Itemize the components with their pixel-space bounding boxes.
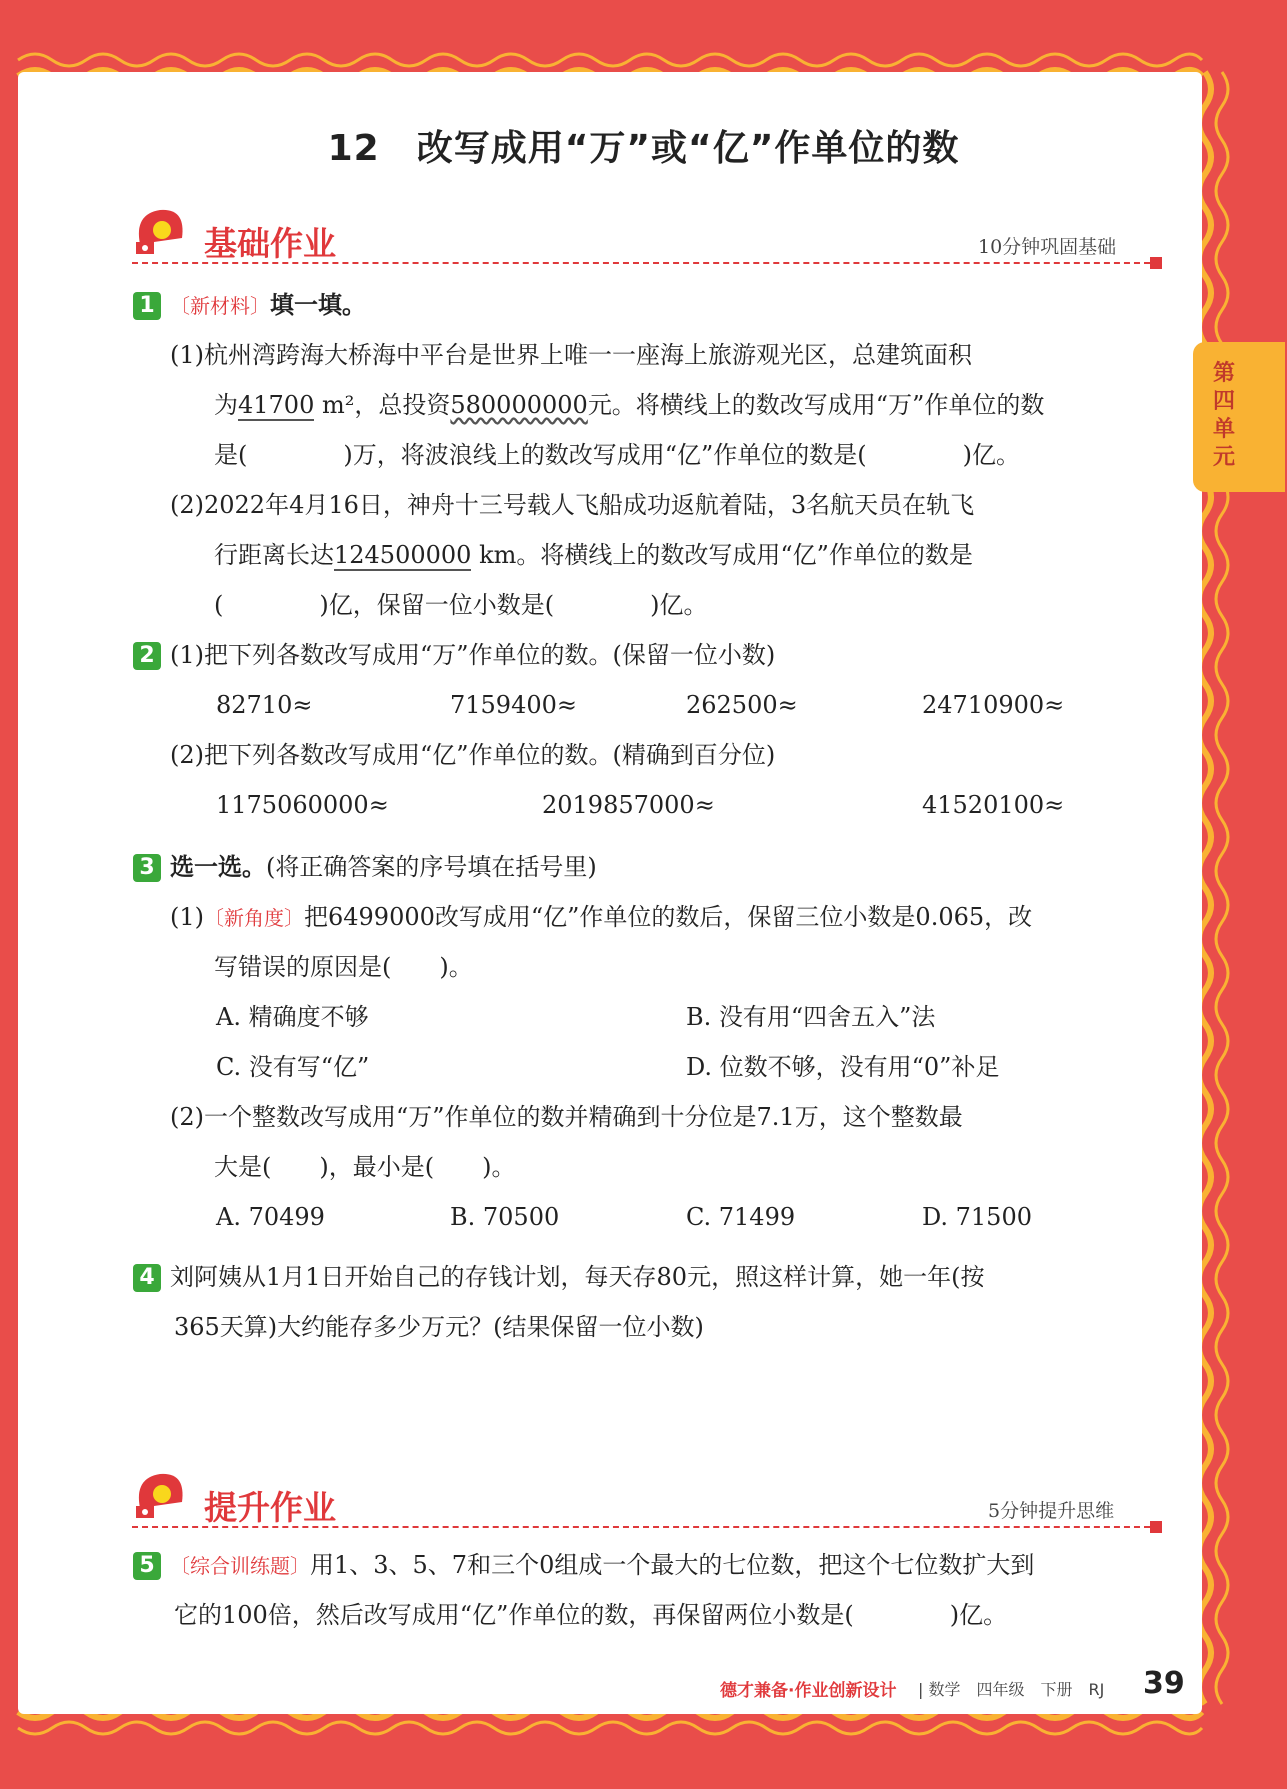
q3-option: A. 精确度不够 bbox=[216, 1003, 369, 1031]
q2-item: 1175060000≈ bbox=[216, 791, 389, 819]
q3-option: B. 没有用“四舍五入”法 bbox=[686, 1003, 936, 1031]
q5-line2: 它的100倍，然后改写成用“亿”作单位的数，再保留两位小数是( )亿。 bbox=[174, 1601, 1008, 1629]
q1-header bbox=[170, 290, 366, 321]
q3-option: B. 70500 bbox=[450, 1203, 560, 1231]
q2-p2: (2)把下列各数改写成用“亿”作单位的数。(精确到百分位) bbox=[170, 741, 776, 769]
q2-item: 262500≈ bbox=[686, 691, 798, 719]
q3-p1-line1 bbox=[170, 902, 1032, 933]
divider-end-marker bbox=[1150, 1521, 1162, 1533]
q1-prompt: 填一填。 bbox=[270, 291, 366, 319]
q2-item: 41520100≈ bbox=[922, 791, 1065, 819]
q1-p2-line3: ( )亿，保留一位小数是( )亿。 bbox=[214, 591, 708, 619]
page-title: 12 改写成用“万”或“亿”作单位的数 bbox=[327, 128, 960, 169]
q1-p1-line3: 是( )万，将波浪线上的数改写成用“亿”作单位的数是( )亿。 bbox=[214, 441, 1020, 469]
q3-header bbox=[170, 852, 597, 882]
q1-p1-line2 bbox=[214, 390, 1044, 420]
q3-option: C. 没有写“亿” bbox=[216, 1053, 370, 1081]
text: 元。将横线上的数改写成用“万”作单位的数 bbox=[587, 391, 1045, 419]
text: 用1、3、5、7和三个0组成一个最大的七位数，把这个七位数扩大到 bbox=[310, 1551, 1035, 1579]
section-divider bbox=[132, 262, 1150, 264]
q3-prompt: 选一选。 bbox=[170, 853, 266, 881]
q4-line2: 365天算)大约能存多少万元？(结果保留一位小数) bbox=[174, 1313, 704, 1341]
q1-p1-line1: (1)杭州湾跨海大桥海中平台是世界上唯一一座海上旅游观光区，总建筑面积 bbox=[170, 341, 972, 369]
q5-tag: 〔综合训练题〕 bbox=[170, 1554, 310, 1578]
section-advanced-tag: 5分钟提升思维 bbox=[988, 1500, 1115, 1522]
unit-side-label: 第四单元 bbox=[1212, 361, 1235, 470]
bell-icon bbox=[130, 204, 190, 260]
q2-item: 2019857000≈ bbox=[542, 791, 715, 819]
q2-item: 82710≈ bbox=[216, 691, 313, 719]
footer-brand: 德才兼备·作业创新设计 bbox=[720, 1681, 897, 1701]
q1-tag: 〔新材料〕 bbox=[170, 294, 270, 318]
question-number: 5 bbox=[133, 1552, 161, 1580]
text: km。将横线上的数改写成用“亿”作单位的数是 bbox=[471, 541, 973, 569]
q3-option: A. 70499 bbox=[216, 1203, 325, 1231]
q3-p2-line1: (2)一个整数改写成用“万”作单位的数并精确到十分位是7.1万，这个整数最 bbox=[170, 1103, 963, 1131]
q2-item: 7159400≈ bbox=[450, 691, 577, 719]
text: 把6499000改写成用“亿”作单位的数后，保留三位小数是0.065，改 bbox=[304, 903, 1033, 931]
question-number: 2 bbox=[133, 642, 161, 670]
question-number: 1 bbox=[133, 292, 161, 320]
footer-meta: | 数学 四年级 下册 RJ bbox=[918, 1680, 1105, 1699]
q3-p2-line2: 大是( )，最小是( )。 bbox=[214, 1153, 516, 1181]
q3-p1-line2: 写错误的原因是( )。 bbox=[214, 953, 473, 981]
text: (1) bbox=[170, 903, 204, 931]
underlined-area: 41700 bbox=[238, 391, 315, 419]
text: 为 bbox=[214, 391, 238, 419]
q1-p2-line2 bbox=[214, 540, 973, 570]
bell-icon bbox=[130, 1468, 190, 1524]
q3-note: (将正确答案的序号填在括号里) bbox=[266, 853, 597, 881]
question-number: 3 bbox=[133, 854, 161, 882]
q2-p1: (1)把下列各数改写成用“万”作单位的数。(保留一位小数) bbox=[170, 641, 776, 669]
divider-end-marker bbox=[1150, 257, 1162, 269]
q2-item: 24710900≈ bbox=[922, 691, 1065, 719]
q3-option: C. 71499 bbox=[686, 1203, 796, 1231]
page-number: 39 bbox=[1143, 1666, 1185, 1701]
section-basic-heading: 基础作业 bbox=[204, 224, 336, 263]
section-basic-tag: 10分钟巩固基础 bbox=[978, 236, 1117, 258]
q4-line1: 刘阿姨从1月1日开始自己的存钱计划，每天存80元，照这样计算，她一年(按 bbox=[170, 1263, 985, 1291]
underlined-distance: 124500000 bbox=[334, 541, 472, 569]
q3-option: D. 位数不够，没有用“0”补足 bbox=[686, 1053, 1000, 1081]
q5-line1 bbox=[170, 1550, 1034, 1581]
q3-tag: 〔新角度〕 bbox=[204, 906, 304, 930]
q1-p2-line1: (2)2022年4月16日，神舟十三号载人飞船成功返航着陆，3名航天员在轨飞 bbox=[170, 491, 975, 519]
section-advanced-heading: 提升作业 bbox=[204, 1488, 336, 1527]
text: m²，总投资 bbox=[314, 391, 451, 419]
text: 行距离长达 bbox=[214, 541, 334, 569]
wavy-investment: 580000000 bbox=[450, 391, 588, 419]
section-divider bbox=[132, 1526, 1150, 1528]
q3-option: D. 71500 bbox=[922, 1203, 1032, 1231]
question-number: 4 bbox=[133, 1264, 161, 1292]
